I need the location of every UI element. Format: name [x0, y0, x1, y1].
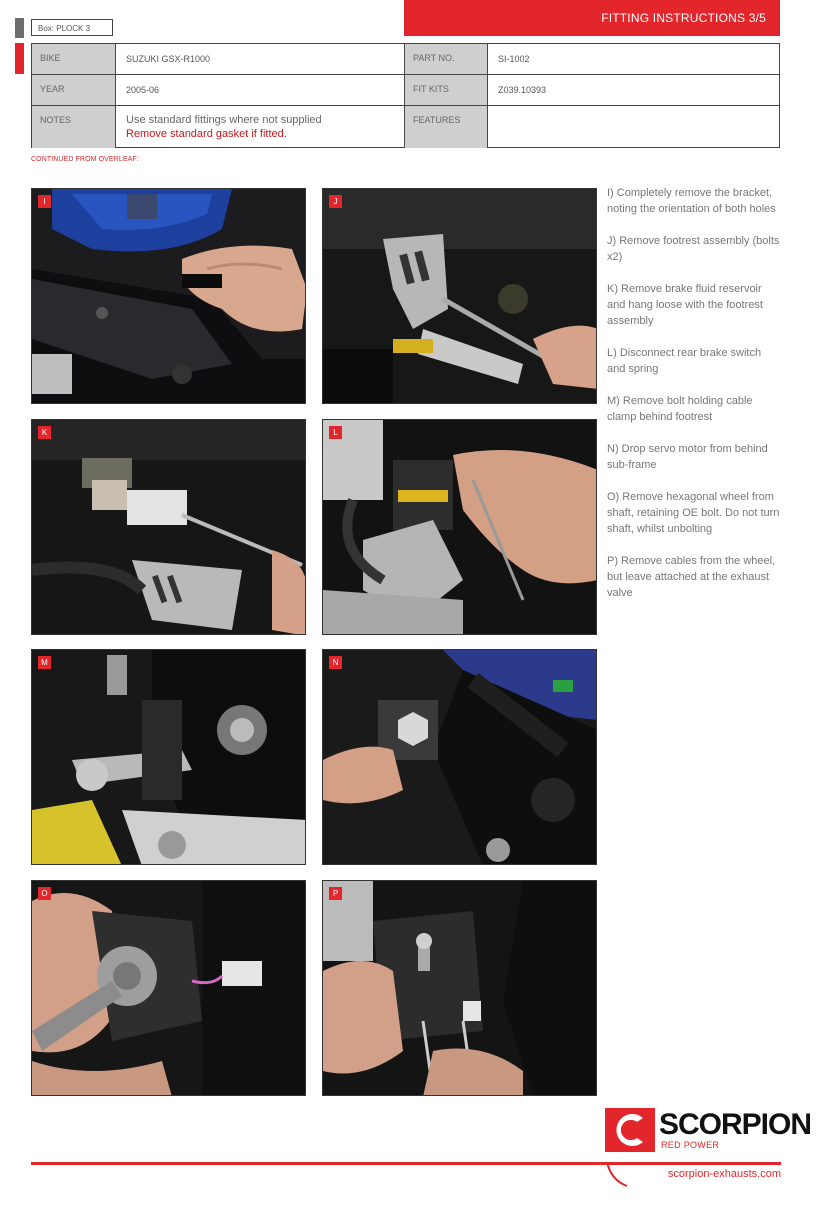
page-marker-red: [15, 43, 24, 74]
step-text: O) Remove hexagonal wheel from shaft, retaining OE bolt. Do not turn shaft, whilst unbolting: [607, 491, 780, 535]
notes-line-2: Remove standard gasket if fitted.: [126, 128, 287, 140]
step-text: N) Drop servo motor from behind sub-frame: [607, 443, 768, 471]
photo-step-k: [31, 419, 306, 635]
photo-step-m: [31, 649, 306, 865]
bike-label: BIKE: [32, 44, 115, 74]
scorpion-logo-icon: [605, 1108, 655, 1152]
logo-name: SCORPION: [659, 1108, 812, 1141]
photo-step-i: [31, 188, 306, 404]
photo-tag: I: [38, 195, 51, 208]
footer-divider: [31, 1162, 781, 1165]
spec-table: [31, 43, 780, 148]
footer-swoosh-icon: [605, 1162, 629, 1188]
notes-line-1: Use standard fittings where not supplied: [126, 114, 322, 126]
photo-step-n: [322, 649, 597, 865]
step-text: J) Remove footrest assembly (bolts x2): [607, 235, 780, 263]
photo-tag: J: [329, 195, 342, 208]
page-marker-grey: [15, 18, 24, 38]
notes-label: NOTES: [32, 106, 115, 148]
year-value: 2005-06: [126, 85, 160, 95]
year-label: YEAR: [32, 75, 115, 105]
photo-tag: O: [38, 887, 51, 900]
part-no-value: SI-1002: [498, 54, 530, 64]
table-divider: [115, 44, 116, 147]
table-divider: [487, 44, 488, 147]
photo-step-l: [322, 419, 597, 635]
step-text: M) Remove bolt holding cable clamp behind footrest: [607, 395, 753, 423]
step-text: P) Remove cables from the wheel, but leave attached at the exhaust valve: [607, 555, 776, 599]
table-divider: [404, 44, 405, 147]
step-text: L) Disconnect rear brake switch and spring: [607, 347, 762, 375]
part-no-label: PART NO.: [405, 44, 487, 74]
notes-value: [116, 106, 404, 148]
photo-step-o: [31, 880, 306, 1096]
photo-step-p: [322, 880, 597, 1096]
logo-tagline: RED POWER: [661, 1140, 720, 1150]
fit-kits-label: FIT KITS: [405, 75, 487, 105]
photo-tag: K: [38, 426, 51, 439]
table-divider: [32, 105, 779, 106]
step-text: K) Remove brake fluid reservoir and hang loose with the footrest assembly: [607, 283, 763, 327]
features-value: [488, 106, 778, 148]
photo-step-j: [322, 188, 597, 404]
scorpion-logo: [605, 1108, 812, 1156]
photo-tag: M: [38, 656, 51, 669]
photo-tag: L: [329, 426, 342, 439]
photo-tag: N: [329, 656, 342, 669]
box-label: Box: PLOCK 3: [31, 19, 113, 36]
photo-tag: P: [329, 887, 342, 900]
table-divider: [32, 74, 779, 75]
page-title: FITTING INSTRUCTIONS 3/5: [601, 11, 766, 25]
step-text: I) Completely remove the bracket, noting the orientation of both holes: [607, 187, 776, 215]
features-label: FEATURES: [405, 106, 487, 148]
website-link[interactable]: scorpion-exhausts.com: [667, 1168, 781, 1180]
fit-kits-value: Z039.10393: [498, 85, 547, 95]
header-banner: [404, 0, 780, 36]
bike-value: SUZUKI GSX-R1000: [126, 54, 211, 64]
continued-label: CONTINUED FROM OVERLEAF:: [31, 156, 139, 163]
step-instructions: [607, 185, 782, 617]
